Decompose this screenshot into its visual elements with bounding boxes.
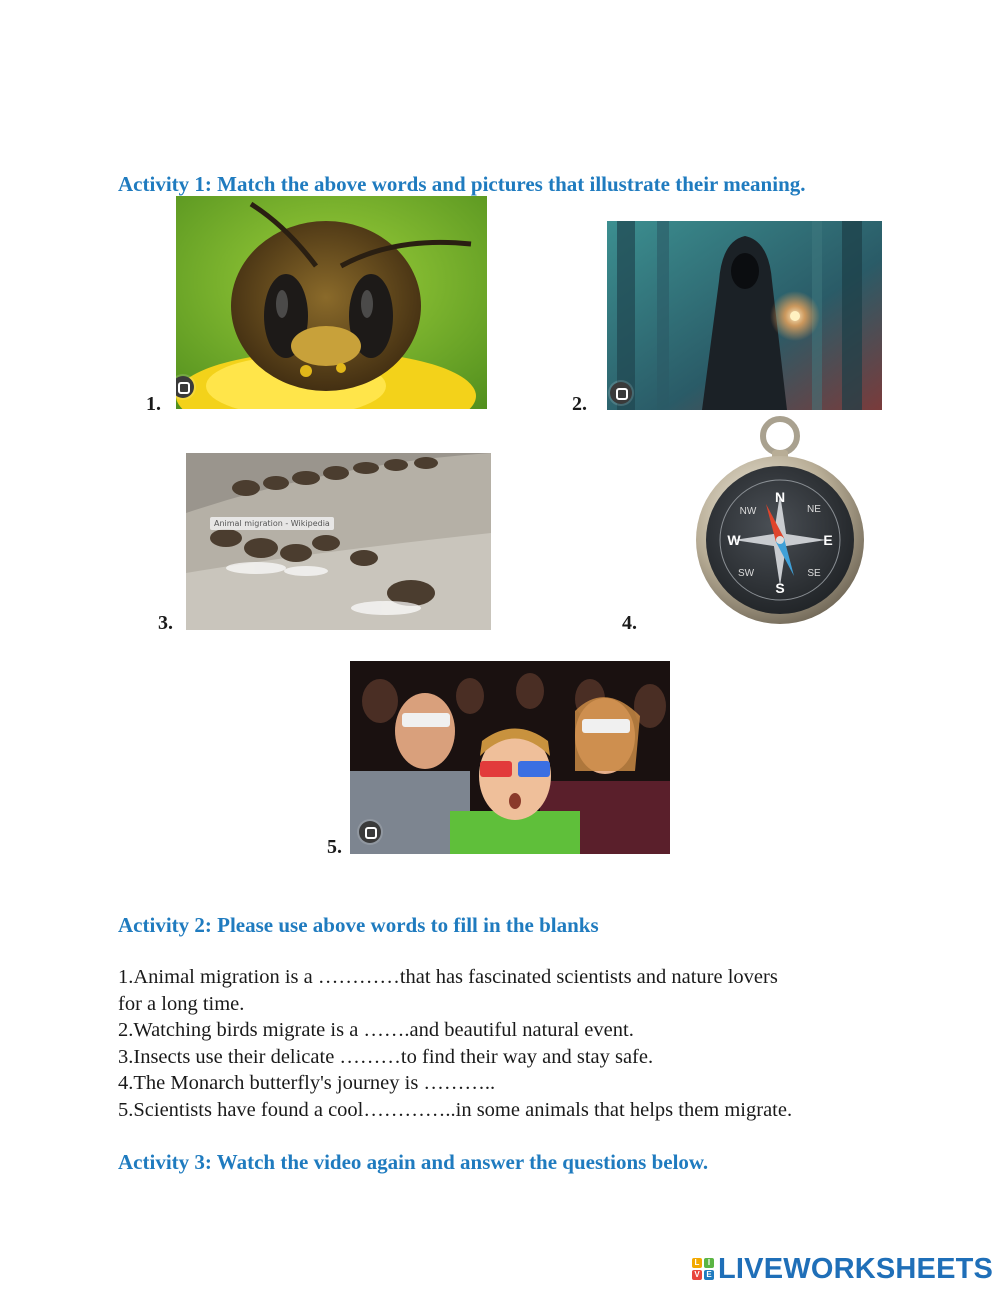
compass-sw: SW	[737, 568, 755, 579]
logo-letter: V	[692, 1270, 702, 1280]
compass-w: W	[727, 532, 741, 548]
sentence-1-continued: for a long time.	[118, 992, 245, 1015]
compass-picture[interactable]	[694, 418, 866, 623]
logo-letter: I	[704, 1258, 714, 1268]
compass-ne: NE	[807, 504, 821, 515]
item-number-3: 3.	[158, 612, 173, 634]
compass-s: S	[775, 580, 785, 596]
wildebeest-picture[interactable]	[186, 453, 491, 630]
logo-letter: E	[704, 1270, 714, 1280]
item-number-4: 4.	[622, 612, 637, 634]
logo-blocks-icon	[692, 1258, 714, 1280]
compass-e: E	[823, 532, 833, 548]
activity-2-heading: Activity 2: Please use above words to fill in the blanks	[118, 913, 599, 937]
liveworksheets-logo[interactable]	[692, 1252, 993, 1286]
item-number-2: 2.	[572, 393, 587, 415]
item-number-1: 1.	[146, 393, 161, 415]
google-lens-icon[interactable]	[610, 382, 632, 404]
audience-picture[interactable]	[350, 661, 670, 854]
google-lens-icon[interactable]	[359, 821, 381, 843]
sentence-3: 3.Insects use their delicate ………to find their way and stay safe.	[118, 1045, 654, 1068]
logo-text: LIVEWORKSHEETS	[718, 1252, 994, 1285]
activity-1-heading: Activity 1: Match the above words and pictures that illustrate their meaning.	[118, 172, 806, 196]
sentence-5: 5.Scientists have found a cool…………..in some animals that helps them migrate.	[118, 1098, 793, 1121]
sentence-4: 4.The Monarch butterfly's journey is ………..	[118, 1072, 496, 1094]
compass-nw: NW	[739, 506, 757, 517]
image-caption: Animal migration - Wikipedia	[210, 517, 334, 530]
fill-in-sentences	[118, 964, 898, 1123]
compass-se: SE	[807, 568, 821, 579]
logo-letter: L	[692, 1258, 702, 1268]
item-number-5: 5.	[327, 836, 342, 858]
sentence-1: 1.Animal migration is a …………that has fascinated scientists and nature lovers	[118, 966, 778, 988]
hooded-figure-picture[interactable]	[607, 221, 882, 410]
bee-picture[interactable]	[176, 196, 487, 409]
compass-n: N	[774, 489, 786, 505]
activity-3-heading: Activity 3: Watch the video again and answer the questions below.	[118, 1150, 709, 1174]
sentence-2: 2.Watching birds migrate is a …….and beautiful natural event.	[118, 1019, 634, 1041]
